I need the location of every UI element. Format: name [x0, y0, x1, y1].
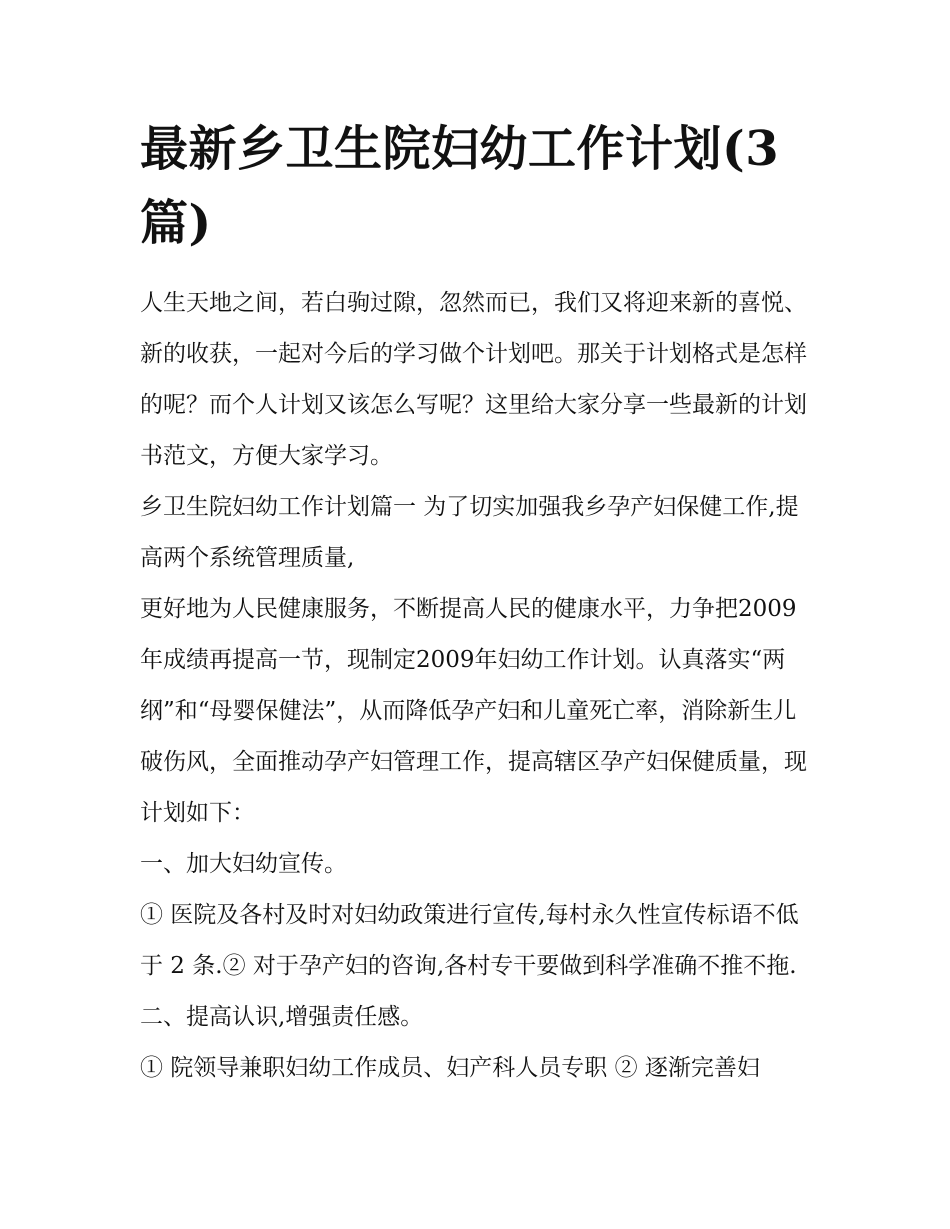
document-title: 最新乡卫生院妇幼工作计划(3篇)	[140, 121, 780, 251]
document-body	[140, 278, 812, 1094]
paragraph-plan-one-opening: 乡卫生院妇幼工作计划篇一 为了切实加强我乡孕产妇保健工作,提高两个系统管理质量,	[140, 494, 799, 571]
document-content	[140, 112, 812, 1094]
paragraph-responsibility-items: ① 院领导兼职妇幼工作成员、妇产科人员专职 ② 逐渐完善妇	[140, 1055, 760, 1081]
paragraph-intro: 人生天地之间，若白驹过隙，忽然而已，我们又将迎来新的喜悦、新的收获，一起对今后的学习做个计划吧。那关于计划格式是怎样的呢？而个人计划又该怎么写呢？这里给大家分享一些最新的计划书范文，方便大家学习。	[140, 290, 807, 469]
section-heading-publicity: 一、加大妇幼宣传。	[140, 851, 347, 877]
paragraph-publicity-items: ① 医院及各村及时对妇幼政策进行宣传,每村永久性宣传标语不低于 2 条.② 对于孕产妇的咨询,各村专干要做到科学准确不推不拖.二、提高认识,增强责任感。	[140, 902, 799, 1030]
paragraph-plan-goals: 更好地为人民健康服务，不断提高人民的健康水平，力争把2009年成绩再提高一节，现制定2009年妇幼工作计划。认真落实“两纲”和“母婴保健法”，从而降低孕产妇和儿童死亡率，消除新生儿破伤风，全面推动孕产妇管理工作，提高辖区孕产妇保健质量，现计划如下：	[140, 596, 807, 826]
